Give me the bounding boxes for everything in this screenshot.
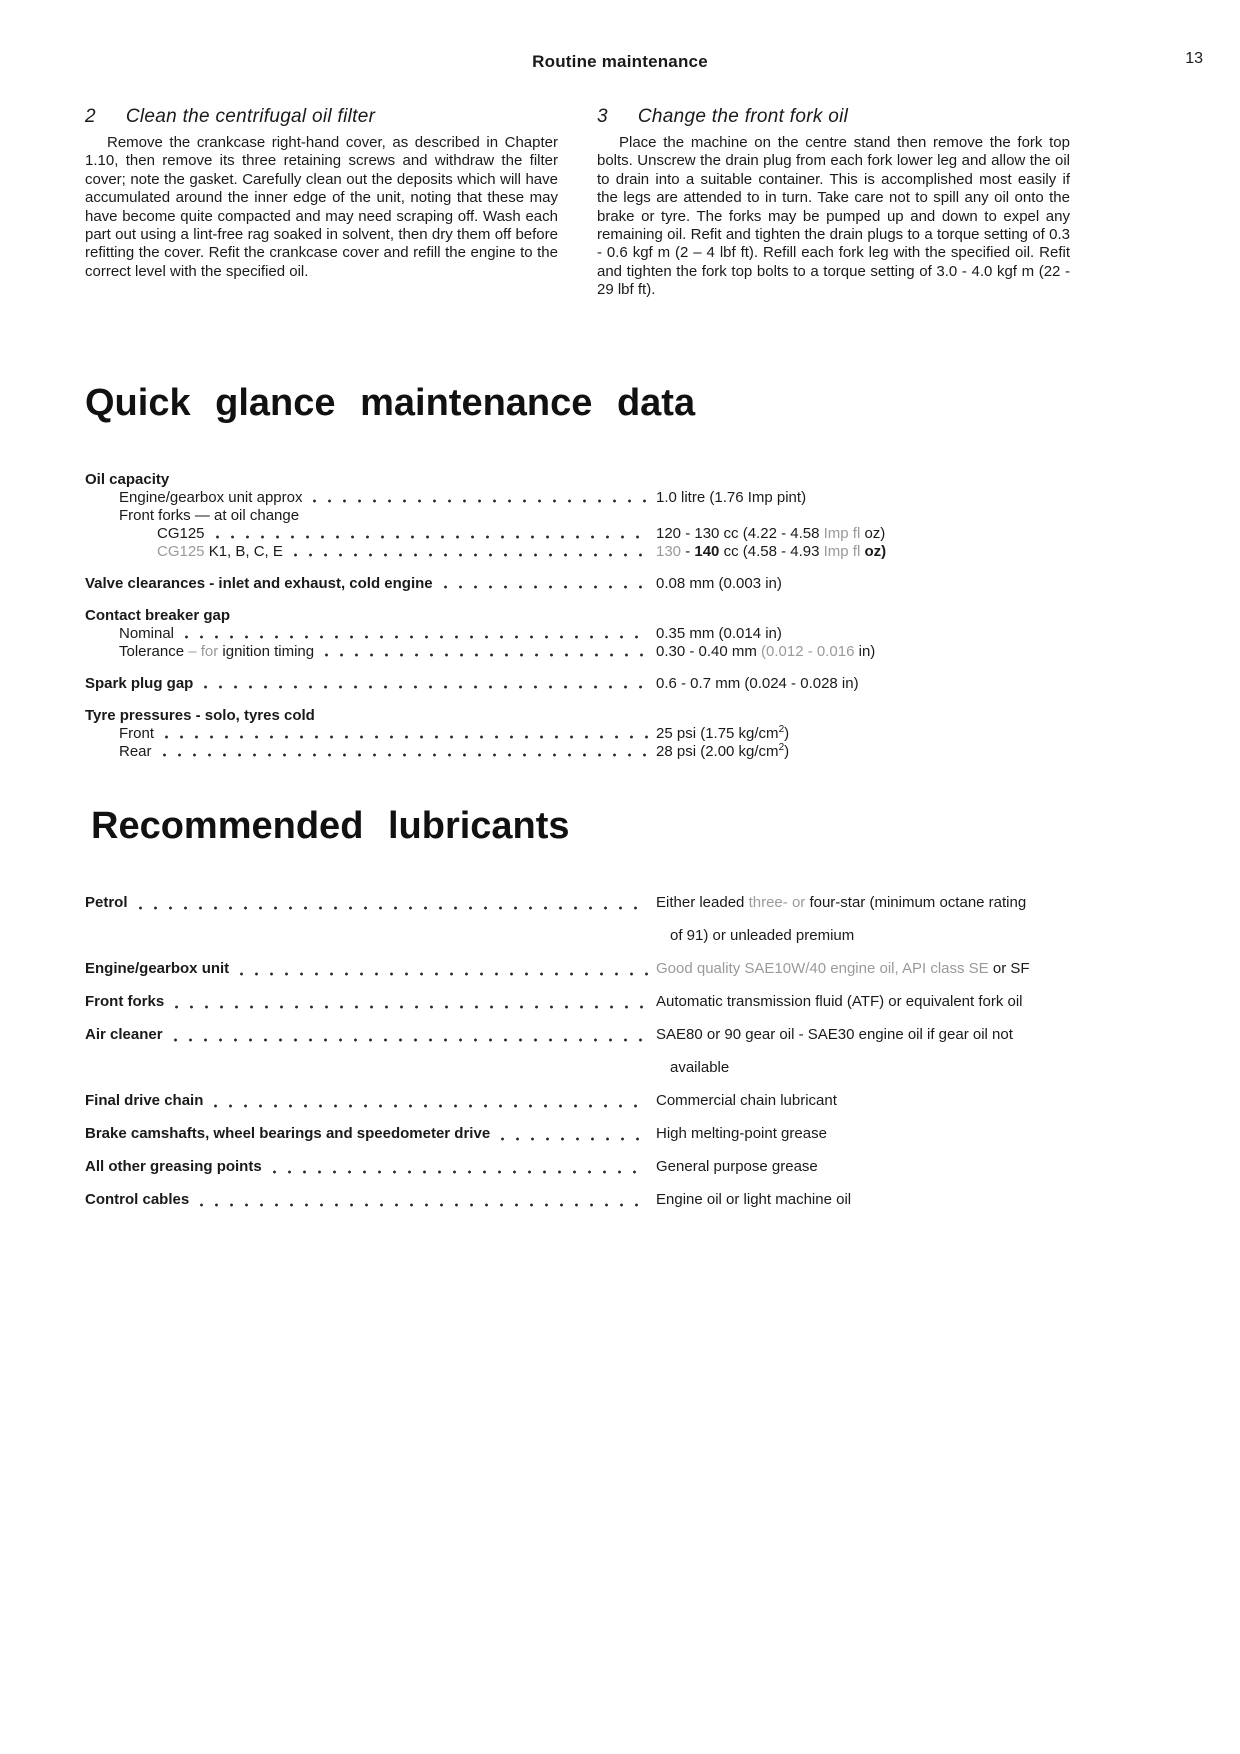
text-segment: or bbox=[791, 893, 806, 911]
text-segment: 0.08 mm (0.003 in) bbox=[656, 574, 782, 592]
spec-row bbox=[85, 525, 1070, 543]
text-segment: Imp fl bbox=[823, 542, 861, 560]
text-segment: Oil capacity bbox=[85, 470, 170, 488]
row-value bbox=[656, 725, 1070, 743]
text-segment: Final drive chain bbox=[85, 1091, 204, 1109]
text-segment: of 91) or unleaded premium bbox=[670, 926, 855, 944]
dot-leader bbox=[179, 625, 648, 639]
lubricant-row bbox=[85, 952, 1070, 985]
row-label bbox=[85, 1150, 262, 1183]
text-segment: CG125 bbox=[157, 542, 205, 560]
row-label bbox=[85, 886, 128, 919]
text-segment: Rear bbox=[119, 742, 152, 760]
running-header-title: Routine maintenance bbox=[532, 52, 708, 71]
text-segment: Contact breaker gap bbox=[85, 606, 231, 624]
row-value bbox=[656, 675, 1070, 693]
lubricant-row bbox=[85, 886, 1070, 952]
text-segment: K1, B, C, E bbox=[204, 542, 283, 560]
row-label bbox=[85, 507, 299, 525]
row-label bbox=[85, 707, 315, 725]
row-value bbox=[656, 489, 1070, 507]
section-body: Place the machine on the centre stand then remove the fork top bolts. Unscrew the drain plug from each fork lower leg and allow the oil to drain into a suitable container. This is accomplished most easily if the legs are attended to in turn. Take care not to spill any oil onto the brake or tyre. The forks may be pumped up and down to expel any remaining oil. Refit and tighten the drain plugs to a torque setting of 0.3 - 0.6 kgf m (2 – 4 lbf ft). Refill each fork leg with the specified oil. Refit and tighten the fork top bolts to a torque setting of 3.0 - 4.0 kgf m (22 - 29 lbf ft). bbox=[597, 134, 1070, 299]
text-segment: 0.30 - 0.40 mm bbox=[656, 642, 762, 660]
spec-row bbox=[85, 707, 1070, 725]
row-value bbox=[656, 543, 1070, 561]
text-segment: Nominal bbox=[119, 624, 175, 642]
dot-leader bbox=[159, 725, 648, 739]
dot-leader bbox=[288, 543, 648, 557]
lubricant-row bbox=[85, 1150, 1070, 1183]
section-clean-centrifugal-oil-filter bbox=[85, 106, 558, 300]
spec-row bbox=[85, 575, 1070, 593]
text-segment: oz) bbox=[864, 542, 887, 560]
text-segment: 2 bbox=[778, 723, 785, 735]
text-segment: available bbox=[670, 1058, 730, 1076]
text-segment: cc (4.58 - 4.93 bbox=[719, 542, 824, 560]
lubricant-row bbox=[85, 1018, 1070, 1084]
text-segment: Air cleaner bbox=[85, 1025, 163, 1043]
text-segment: 0.6 - 0.7 mm (0.024 - 0.028 in) bbox=[656, 674, 859, 692]
dot-leader bbox=[208, 1084, 648, 1108]
row-value bbox=[656, 952, 1070, 985]
text-segment: Brake camshafts, wheel bearings and speedometer drive bbox=[85, 1124, 491, 1142]
spec-row bbox=[85, 725, 1070, 743]
spec-row bbox=[85, 675, 1070, 693]
row-label bbox=[85, 575, 433, 593]
text-segment: ) bbox=[784, 742, 790, 760]
dot-leader bbox=[133, 886, 648, 910]
row-label bbox=[85, 675, 193, 693]
row-label bbox=[85, 743, 152, 761]
dot-leader bbox=[438, 575, 648, 589]
row-label bbox=[85, 1117, 490, 1150]
spec-row bbox=[85, 471, 1070, 489]
row-value bbox=[656, 886, 1070, 952]
text-segment: 28 psi (2.00 kg/cm bbox=[656, 742, 779, 760]
text-segment: Engine/gearbox unit approx bbox=[119, 488, 303, 506]
text-segment: Engine oil or light machine oil bbox=[656, 1190, 852, 1208]
row-label bbox=[85, 607, 230, 625]
row-label bbox=[85, 643, 314, 661]
spec-row bbox=[85, 743, 1070, 761]
row-value bbox=[656, 625, 1070, 643]
text-segment: Spark plug gap bbox=[85, 674, 194, 692]
dot-leader bbox=[169, 985, 648, 1009]
lubricant-row bbox=[85, 1183, 1070, 1216]
row-label bbox=[85, 625, 174, 643]
row-label bbox=[85, 489, 302, 507]
text-segment: 1.0 litre (1.76 Imp pint) bbox=[656, 488, 807, 506]
section-title: Change the front fork oil bbox=[637, 106, 849, 127]
quick-glance-heading: Quick glance maintenance data bbox=[85, 381, 696, 424]
dot-leader bbox=[495, 1117, 648, 1141]
text-segment: (0.012 - 0.016 bbox=[761, 642, 855, 660]
row-value bbox=[656, 1150, 1070, 1183]
lubricant-row bbox=[85, 1117, 1070, 1150]
quick-glance-table bbox=[85, 471, 1070, 761]
lubricant-row bbox=[85, 985, 1070, 1018]
text-segment: Imp fl bbox=[823, 524, 861, 542]
spec-row bbox=[85, 625, 1070, 643]
text-segment: Automatic transmission fluid (ATF) or equivalent fork oil bbox=[656, 992, 1023, 1010]
dot-leader bbox=[157, 743, 648, 757]
row-label bbox=[85, 985, 164, 1018]
dot-leader bbox=[319, 643, 648, 657]
text-segment: - bbox=[681, 542, 695, 560]
text-segment: SAE80 or 90 gear oil - SAE30 engine oil if gear oil not bbox=[656, 1025, 1013, 1043]
intro-columns bbox=[85, 106, 1155, 300]
text-segment: Either leaded bbox=[656, 893, 749, 911]
text-segment: – for bbox=[188, 642, 219, 660]
section-change-front-fork-oil bbox=[597, 106, 1070, 300]
row-label bbox=[85, 1018, 163, 1051]
dot-leader bbox=[307, 489, 648, 503]
row-label bbox=[85, 543, 283, 561]
text-segment: High melting-point grease bbox=[656, 1124, 827, 1142]
text-segment: Valve clearances - inlet and exhaust, cold engine bbox=[85, 574, 433, 592]
text-segment: Front bbox=[119, 724, 155, 742]
row-label bbox=[85, 1183, 189, 1216]
text-segment: 140 bbox=[694, 542, 720, 560]
section-title: Clean the centrifugal oil filter bbox=[125, 106, 376, 127]
text-segment: General purpose grease bbox=[656, 1157, 818, 1175]
lubricants-table bbox=[85, 886, 1070, 1216]
dot-leader bbox=[234, 952, 648, 976]
running-header bbox=[85, 50, 1203, 78]
text-segment: oz) bbox=[860, 524, 886, 542]
text-segment: Front forks bbox=[85, 992, 165, 1010]
spec-row bbox=[85, 643, 1070, 661]
row-value bbox=[656, 743, 1070, 761]
text-segment: Petrol bbox=[85, 893, 128, 911]
spec-row bbox=[85, 489, 1070, 507]
row-value bbox=[656, 643, 1070, 661]
text-segment: 2 bbox=[778, 741, 785, 753]
text-segment: 130 bbox=[656, 542, 682, 560]
row-value bbox=[656, 525, 1070, 543]
spec-row bbox=[85, 607, 1070, 625]
dot-leader bbox=[210, 525, 648, 539]
text-segment: 25 psi (1.75 kg/cm bbox=[656, 724, 779, 742]
recommended-lubricants-heading: Recommended lubricants bbox=[91, 804, 570, 847]
text-segment: SF bbox=[1010, 959, 1030, 977]
lubricant-row bbox=[85, 1084, 1070, 1117]
row-label bbox=[85, 1084, 203, 1117]
text-segment: three- bbox=[748, 893, 788, 911]
text-segment: 0.35 mm (0.014 in) bbox=[656, 624, 782, 642]
row-value bbox=[656, 575, 1070, 593]
spec-row bbox=[85, 507, 1070, 525]
section-number: 2 bbox=[85, 106, 96, 127]
text-segment: four-star (minimum octane rating bbox=[805, 893, 1027, 911]
row-value bbox=[656, 1018, 1070, 1084]
text-segment: Good quality SAE10W/40 engine oil, API class SE bbox=[656, 959, 989, 977]
text-segment: Front forks — at oil change bbox=[119, 506, 300, 524]
section-number: 3 bbox=[597, 106, 608, 127]
text-segment: ) bbox=[784, 724, 790, 742]
text-segment: Commercial chain lubricant bbox=[656, 1091, 837, 1109]
section-body: Remove the crankcase right-hand cover, as described in Chapter 1.10, then remove its three retaining screws and withdraw the filter cover; note the gasket. Carefully clean out the deposits which will have accumulated around the inner edge of the unit, noting that these may have become quite compacted and may need scraping off. Wash each part out using a lint-free rag soaked in solvent, then dry them off before refitting the cover. Refit the crankcase cover and refill the engine to the correct level with the specified oil. bbox=[85, 134, 558, 280]
dot-leader bbox=[198, 675, 648, 689]
text-segment: Tyre pressures - solo, tyres cold bbox=[85, 706, 315, 724]
row-label bbox=[85, 525, 205, 543]
row-label bbox=[85, 725, 154, 743]
page-number: 13 bbox=[1185, 50, 1203, 67]
dot-leader bbox=[267, 1150, 648, 1174]
text-segment: Control cables bbox=[85, 1190, 190, 1208]
row-value bbox=[656, 985, 1070, 1018]
row-label bbox=[85, 952, 229, 985]
row-label bbox=[85, 471, 169, 489]
row-value bbox=[656, 1183, 1070, 1216]
dot-leader bbox=[194, 1183, 648, 1207]
text-segment: All other greasing points bbox=[85, 1157, 262, 1175]
section-heading bbox=[85, 106, 558, 128]
text-segment: ignition timing bbox=[218, 642, 315, 660]
text-segment: in) bbox=[854, 642, 876, 660]
text-segment: Tolerance bbox=[119, 642, 189, 660]
text-segment: 120 - 130 cc (4.22 - 4.58 bbox=[656, 524, 824, 542]
dot-leader bbox=[168, 1018, 648, 1042]
row-value bbox=[656, 1084, 1070, 1117]
spec-row bbox=[85, 543, 1070, 561]
row-value bbox=[656, 1117, 1070, 1150]
text-segment: CG125 bbox=[157, 524, 205, 542]
text-segment: or bbox=[988, 959, 1011, 977]
text-segment: Engine/gearbox unit bbox=[85, 959, 230, 977]
section-heading bbox=[597, 106, 1070, 128]
